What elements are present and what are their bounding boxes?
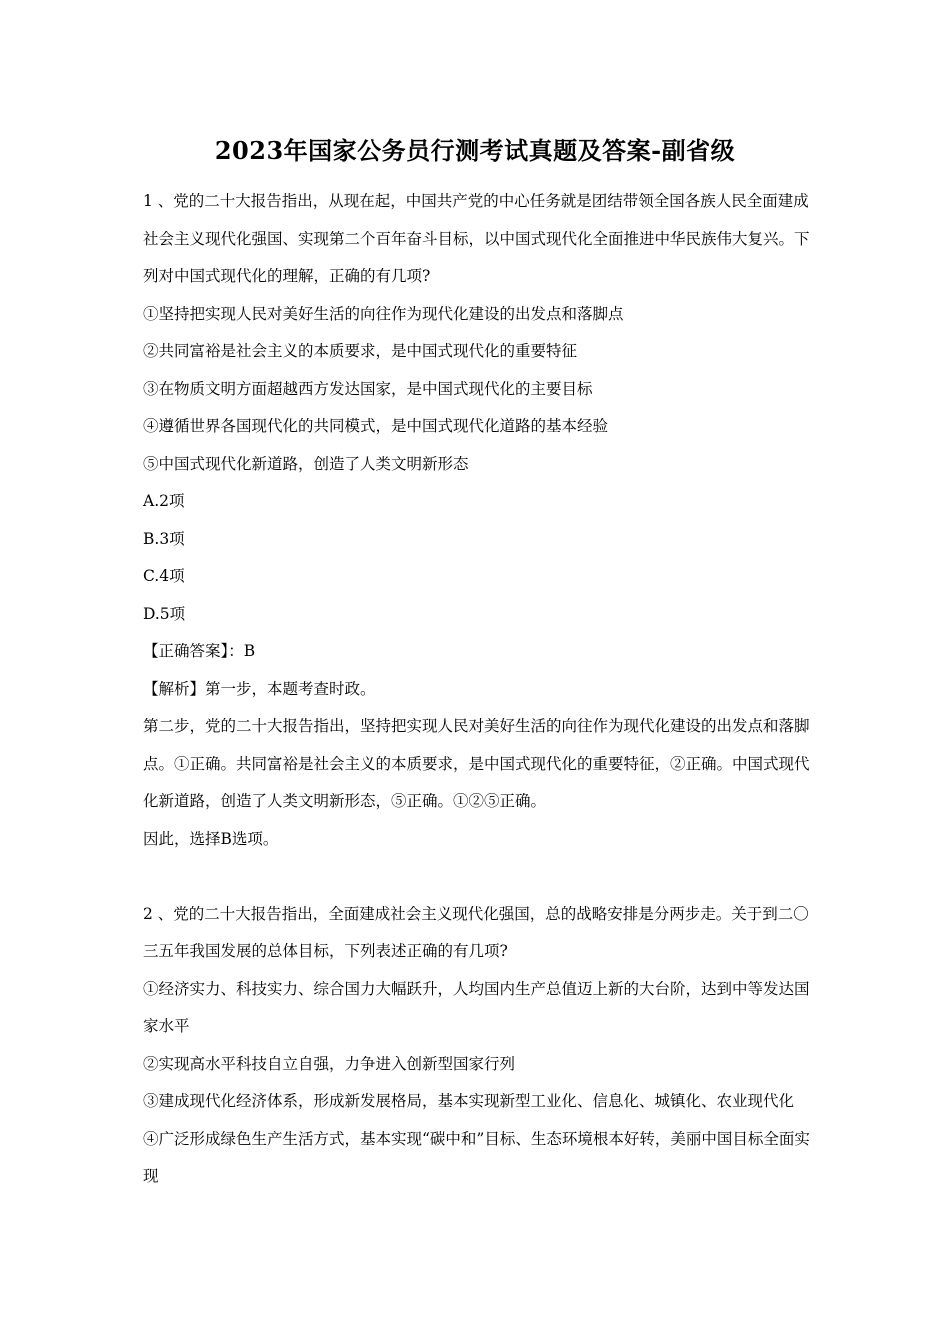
question-separator	[143, 858, 815, 896]
question-1-stem: 1 、党的二十大报告指出，从现在起，中国共产党的中心任务就是团结带领全国各族人民全面建成社会主义现代化强国、实现第二个百年奋斗目标，以中国式现代化全面推进中华民族伟大复兴。下列对中国式现代化的理解，正确的有几项?	[143, 192, 810, 285]
question-1-statement-2: ②共同富裕是社会主义的本质要求，是中国式现代化的重要特征	[143, 342, 578, 360]
question-1-answer: 【正确答案】：B	[143, 642, 256, 660]
question-1-statement-5: ⑤中国式现代化新道路，创造了人类文明新形态	[143, 454, 469, 473]
question-2-statement-2: ②实现高水平科技自立自强，力争进入创新型国家行列	[143, 1054, 516, 1073]
question-2-statement-1: ①经济实力、科技实力、综合国力大幅跃升，人均国内生产总值迈上新的大台阶，达到中等发达国家水平	[143, 979, 810, 1035]
question-2-statement-4: ④广泛形成绿色生产生活方式，基本实现“碳中和”目标、生态环境根本好转，美丽中国目标全面实现	[143, 1129, 810, 1185]
document-body	[143, 183, 815, 1196]
question-1-option-d: D.5项	[143, 604, 186, 623]
question-1-analysis-step-1: 【解析】第一步，本题考查时政。	[143, 679, 376, 698]
question-1-statement-1: ①坚持把实现人民对美好生活的向往作为现代化建设的出发点和落脚点	[143, 304, 624, 323]
document-title: 2023年国家公务员行测考试真题及答案-副省级	[214, 136, 736, 165]
question-2-statement-3: ③建成现代化经济体系，形成新发展格局，基本实现新型工业化、信息化、城镇化、农业现代化	[143, 1092, 795, 1110]
question-1-statement-3: ③在物质文明方面超越西方发达国家，是中国式现代化的主要目标	[143, 379, 593, 398]
question-1-analysis-step-2: 第二步，党的二十大报告指出，坚持把实现人民对美好生活的向往作为现代化建设的出发点和落脚点。①正确。共同富裕是社会主义的本质要求，是中国式现代化的重要特征，②正确。中国式现代化新道路，创造了人类文明新形态，⑤正确。①②⑤正确。	[143, 717, 810, 810]
question-1-option-b: B.3项	[143, 529, 185, 548]
question-1-conclusion: 因此，选择B选项。	[143, 829, 279, 848]
question-2-stem: 2 、党的二十大报告指出，全面建成社会主义现代化强国，总的战略安排是分两步走。关于到二〇三五年我国发展的总体目标，下列表述正确的有几项?	[143, 904, 809, 960]
question-1-option-a: A.2项	[143, 492, 185, 510]
question-1-option-c: C.4项	[143, 567, 185, 585]
question-1-statement-4: ④遵循世界各国现代化的共同模式，是中国式现代化道路的基本经验	[143, 417, 609, 435]
